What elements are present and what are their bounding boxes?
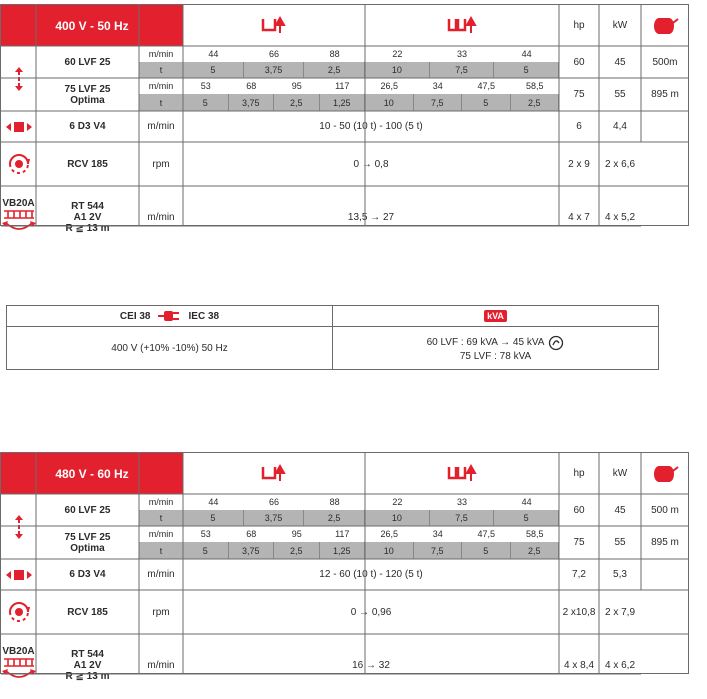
speed-value: 53: [200, 529, 211, 539]
load-value: 2,5: [304, 510, 365, 526]
model-name: [36, 186, 139, 248]
speed-unit: m/min: [148, 81, 174, 91]
value: 10 - 50 (10 t) - 100 (5 t): [319, 121, 423, 132]
model-name-line: RT 544: [71, 648, 104, 660]
speed-value: 68: [246, 529, 257, 539]
load-value: 3,75: [244, 510, 305, 526]
speed-value: 26,5: [380, 529, 399, 539]
header-title: 400 V - 50 Hz: [1, 5, 183, 46]
speed-value: 117: [335, 529, 350, 539]
rope-length: 895 m: [651, 537, 679, 548]
kw-header: kW: [612, 468, 628, 479]
model-name: [36, 634, 139, 696]
rotation-icon: [1, 142, 36, 186]
load-value: 10: [365, 94, 414, 111]
rope-length: 895 m: [651, 89, 679, 100]
model-name-line: 75 LVF 25: [64, 531, 111, 543]
speed-value: 88: [329, 497, 340, 507]
power-right-header: [333, 306, 658, 327]
table-400v-50hz: [0, 4, 689, 234]
kw-value: 55: [614, 537, 626, 548]
kw-value: 4,4: [613, 121, 627, 132]
hp-value: 6: [576, 121, 582, 132]
speed-value: 95: [291, 81, 302, 91]
load-value: 2,5: [511, 542, 560, 559]
value: 16 → 32: [352, 659, 390, 671]
model-name-line: RT 544: [71, 200, 104, 212]
hp-value: 60: [573, 56, 585, 68]
load-value: 2,5: [304, 62, 365, 78]
slewing-label: VB20A: [2, 198, 35, 209]
double-drum-icon: [365, 453, 559, 494]
rope-reel-icon: [641, 5, 689, 46]
kw-value: 45: [614, 504, 626, 516]
ton-unit: t: [139, 542, 183, 559]
hp-value: 75: [573, 89, 585, 100]
single-drum-icon: [183, 5, 365, 46]
slewing-icon: [1, 186, 36, 248]
rope-reel-icon: [641, 453, 689, 494]
rotation-icon: [1, 590, 36, 634]
kw-header: kW: [612, 20, 628, 31]
load-value: 2,5: [274, 94, 320, 111]
load-value: 5: [183, 62, 244, 78]
trolley-icon: [1, 559, 36, 590]
single-drum-icon: [183, 453, 365, 494]
model-name: RCV 185: [67, 158, 108, 170]
model-name-line: Optima: [70, 542, 105, 554]
hp-value: 2 x 9: [568, 158, 590, 170]
kw-value: 2 x 7,9: [604, 606, 636, 618]
model-name: 6 D3 V4: [69, 121, 106, 132]
load-value: 3,75: [229, 94, 275, 111]
load-value: 7,5: [430, 510, 495, 526]
load-value: 5: [183, 94, 229, 111]
slew-icon: [2, 209, 36, 236]
model-name: 6 D3 V4: [69, 569, 106, 580]
value: 13,5 → 27: [347, 211, 395, 223]
kw-value: 55: [614, 89, 626, 100]
hp-header: hp: [573, 20, 585, 31]
speed-value: 26,5: [380, 81, 399, 91]
unit: m/min: [147, 569, 175, 580]
kw-value: 2 x 6,6: [604, 158, 636, 170]
load-value: 5: [494, 510, 559, 526]
load-value: 7,5: [414, 94, 463, 111]
ton-unit: t: [139, 62, 183, 78]
load-value: 5: [183, 510, 244, 526]
slew-icon: [2, 657, 36, 684]
speed-value: 58,5: [525, 529, 544, 539]
model-name-line: 75 LVF 25: [64, 83, 111, 95]
value: 12 - 60 (10 t) - 120 (5 t): [319, 569, 423, 580]
load-value: 7,5: [414, 542, 463, 559]
unit: m/min: [147, 121, 175, 132]
soft-start-icon: [548, 335, 564, 351]
rope-length: 500m: [652, 56, 678, 68]
plug-icon: [157, 309, 183, 323]
load-value: 5: [462, 94, 511, 111]
load-value: 10: [365, 542, 414, 559]
kva-values: [333, 327, 658, 369]
kva-line-2: 75 LVF : 78 kVA: [459, 350, 532, 362]
hoist-icon: [1, 494, 36, 559]
speed-value: 34: [432, 529, 443, 539]
speed-value: 44: [521, 49, 532, 59]
speed-value: 117: [335, 81, 350, 91]
hp-value: 75: [573, 537, 585, 548]
kw-value: 5,3: [613, 569, 627, 580]
speed-value: 33: [456, 49, 467, 59]
load-value: 2,5: [511, 94, 560, 111]
speed-value: 47,5: [477, 81, 496, 91]
load-value: 5: [183, 542, 229, 559]
model-name: [36, 526, 139, 559]
power-left-header: [7, 306, 333, 327]
hp-value: 4 x 7: [568, 211, 590, 223]
model-name-line: R ≧ 13 m: [65, 670, 110, 682]
power-table: [6, 305, 659, 370]
speed-value: 58,5: [525, 81, 544, 91]
load-value: 3,75: [229, 542, 275, 559]
load-value: 10: [365, 62, 430, 78]
load-value: 10: [365, 510, 430, 526]
unit: rpm: [152, 606, 170, 618]
iec-label: IEC 38: [188, 310, 220, 322]
voltage-value: 400 V (+10% -10%) 50 Hz: [7, 327, 333, 369]
model-name: 60 LVF 25: [64, 504, 111, 516]
load-value: 2,5: [274, 542, 320, 559]
rope-length: 500 m: [651, 504, 679, 516]
speed-value: 66: [268, 497, 279, 507]
speed-value: 22: [392, 49, 403, 59]
speed-value: 95: [291, 529, 302, 539]
hp-header: hp: [573, 468, 585, 479]
header-title: 480 V - 60 Hz: [1, 453, 183, 494]
load-value: 1,25: [320, 94, 366, 111]
kva-line-1: 60 LVF : 69 kVA → 45 kVA: [426, 337, 545, 348]
hoist-icon: [1, 46, 36, 111]
slewing-icon: [1, 634, 36, 696]
speed-value: 44: [208, 497, 219, 507]
hp-value: 60: [573, 504, 585, 516]
speed-value: 44: [521, 497, 532, 507]
load-value: 7,5: [430, 62, 495, 78]
hp-value: 2 x10,8: [562, 606, 596, 618]
kw-value: 45: [614, 56, 626, 68]
speed-value: 53: [200, 81, 211, 91]
model-name: 60 LVF 25: [64, 56, 111, 68]
model-name-line: R ≧ 13 m: [65, 222, 110, 234]
kw-value: 4 x 5,2: [604, 211, 636, 223]
model-name-line: A1 2V: [73, 659, 102, 671]
speed-value: 34: [432, 81, 443, 91]
load-value: 5: [494, 62, 559, 78]
load-value: 5: [462, 542, 511, 559]
speed-value: 33: [456, 497, 467, 507]
speed-unit: m/min: [148, 529, 174, 539]
slewing-label: VB20A: [2, 646, 35, 657]
value: 0 → 0,96: [350, 606, 392, 618]
trolley-icon: [1, 111, 36, 142]
speed-unit: m/min: [148, 497, 174, 507]
unit: m/min: [147, 659, 175, 671]
load-value: 1,25: [320, 542, 366, 559]
table-480v-60hz: [0, 452, 689, 682]
model-name-line: A1 2V: [73, 211, 102, 223]
value: 0 → 0,8: [353, 158, 389, 170]
cei-label: CEI 38: [119, 310, 151, 322]
hp-value: 7,2: [572, 569, 586, 580]
double-drum-icon: [365, 5, 559, 46]
load-value: 3,75: [244, 62, 305, 78]
speed-value: 47,5: [477, 529, 496, 539]
hp-value: 4 x 8,4: [563, 659, 595, 671]
speed-value: 22: [392, 497, 403, 507]
speed-value: 88: [329, 49, 340, 59]
ton-unit: t: [139, 94, 183, 111]
unit: rpm: [152, 158, 170, 170]
speed-unit: m/min: [148, 49, 174, 59]
model-name: [36, 78, 139, 111]
unit: m/min: [147, 211, 175, 223]
speed-value: 68: [246, 81, 257, 91]
kva-badge: kVA: [484, 310, 507, 322]
model-name-line: Optima: [70, 94, 105, 106]
ton-unit: t: [139, 510, 183, 526]
speed-value: 44: [208, 49, 219, 59]
model-name: RCV 185: [67, 606, 108, 618]
kw-value: 4 x 6,2: [604, 659, 636, 671]
speed-value: 66: [268, 49, 279, 59]
